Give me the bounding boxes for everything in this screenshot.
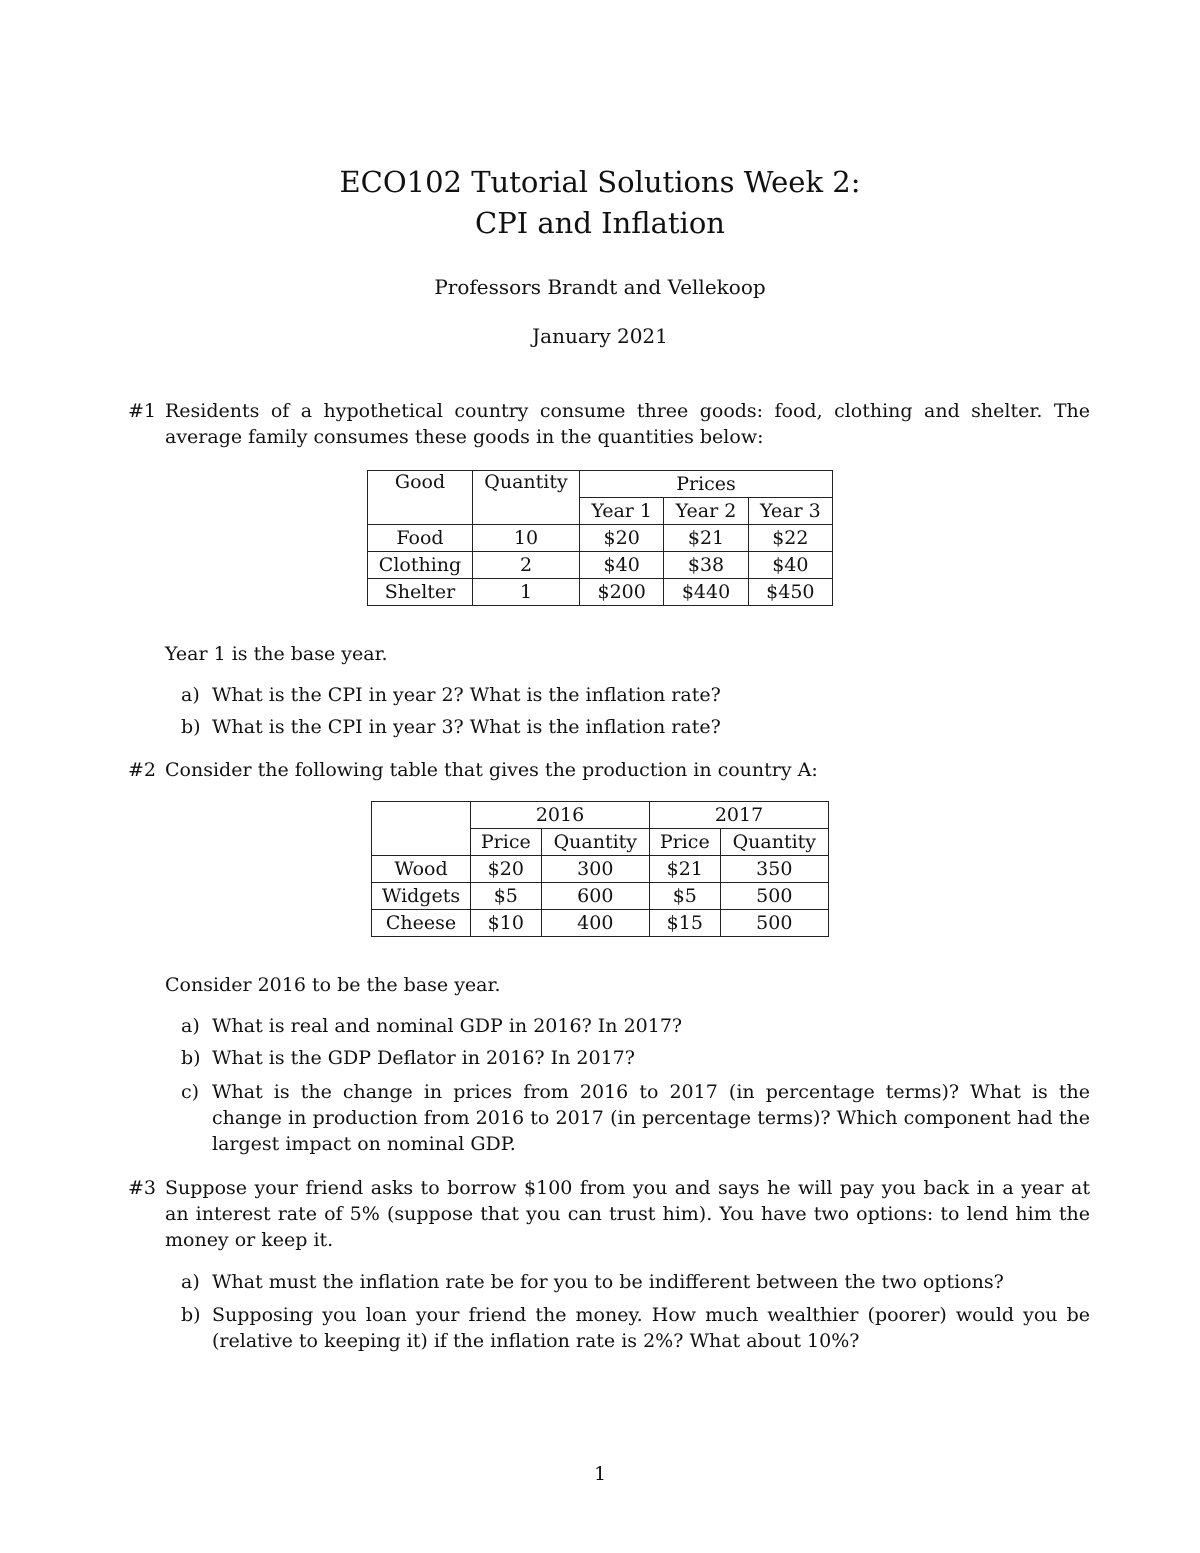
header-year-2: Year 2 [664,498,748,525]
cell-good: Cheese [372,910,471,937]
header-year-2016: 2016 [471,802,650,829]
header-quantity: Quantity [473,471,580,525]
header-year-3: Year 3 [748,498,832,525]
question-2b-text: What is the GDP Deflator in 2016? In 2017? [212,1047,635,1069]
header-price: Price [471,829,542,856]
cell-quantity: 1 [473,579,580,606]
header-year-2017: 2017 [649,802,828,829]
question-2c-letter: c) [181,1081,200,1103]
question-3-number: #3 [128,1177,157,1199]
cell-price: $20 [471,856,542,883]
header-prices: Prices [580,471,833,498]
table-row [372,856,829,883]
authors: Professors Brandt and Vellekoop [434,275,766,299]
question-1-intro: Residents of a hypothetical country consume three goods: food, clothing and shelter. The average family consumes these goods in the quantities below: [165,400,1090,448]
question-1-number: #1 [128,400,157,422]
question-1a-text: What is the CPI in year 2? What is the inflation rate? [212,684,721,706]
cell-quantity: 2 [473,552,580,579]
table-row [368,552,833,579]
question-1-table [367,470,833,606]
header-year-1: Year 1 [580,498,664,525]
cell-price: $40 [748,552,832,579]
question-3b-text: Supposing you loan your friend the money. How much wealthier (poorer) would you be (relative to keeping it) if the inflation rate is 2%? What about 10%? [212,1304,1090,1352]
question-2a-letter: a) [181,1015,200,1037]
cell-price: $38 [664,552,748,579]
header-good: Good [368,471,473,525]
cell-price: $21 [664,525,748,552]
question-2-note: Consider 2016 to be the base year. [165,974,501,996]
cell-quantity: 300 [541,856,649,883]
question-2b-letter: b) [181,1047,201,1069]
header-price: Price [649,829,720,856]
question-2a-text: What is real and nominal GDP in 2016? In 2017? [212,1015,683,1037]
cell-good: Food [368,525,473,552]
document-title-line-1: ECO102 Tutorial Solutions Week 2: [339,165,861,199]
cell-quantity: 350 [720,856,828,883]
question-1-note: Year 1 is the base year. [165,643,388,665]
cell-quantity: 600 [541,883,649,910]
table-row [368,579,833,606]
cell-price: $200 [580,579,664,606]
document-title-line-2: CPI and Inflation [475,206,725,240]
question-3-intro: Suppose your friend asks to borrow $100 from you and says he will pay you back in a year at an interest rate of 5% (suppose that you can trust him). You have two options: to lend him the money or keep it. [165,1177,1090,1251]
question-2c-text: What is the change in prices from 2016 to 2017 (in percentage terms)? What is the change in production from 2016 to 2017 (in percentage terms)? Which component had the largest impact on nominal GDP. [212,1081,1090,1155]
header-quantity: Quantity [541,829,649,856]
question-2-intro: Consider the following table that gives the production in country A: [165,759,818,781]
cell-quantity: 500 [720,883,828,910]
question-2-table [371,801,829,937]
question-2-number: #2 [128,759,157,781]
cell-good: Widgets [372,883,471,910]
cell-good: Wood [372,856,471,883]
question-3a-text: What must the inflation rate be for you to be indifferent between the two options? [212,1271,1004,1293]
cell-quantity: 400 [541,910,649,937]
cell-price: $5 [471,883,542,910]
cell-quantity: 10 [473,525,580,552]
table-row [372,910,829,937]
header-quantity: Quantity [720,829,828,856]
cell-price: $40 [580,552,664,579]
cell-price: $10 [471,910,542,937]
cell-price: $20 [580,525,664,552]
cell-price: $22 [748,525,832,552]
question-3b-letter: b) [181,1304,201,1326]
cell-quantity: 500 [720,910,828,937]
cell-good: Shelter [368,579,473,606]
cell-price: $5 [649,883,720,910]
question-3a-letter: a) [181,1271,200,1293]
cell-price: $450 [748,579,832,606]
question-1b-letter: b) [181,716,201,738]
table-row [368,525,833,552]
cell-good: Clothing [368,552,473,579]
question-1a-letter: a) [181,684,200,706]
date: January 2021 [532,324,668,348]
page-number: 1 [593,1463,607,1485]
cell-price: $440 [664,579,748,606]
cell-price: $21 [649,856,720,883]
header-blank [372,802,471,856]
table-row [372,883,829,910]
question-1b-text: What is the CPI in year 3? What is the inflation rate? [212,716,721,738]
cell-price: $15 [649,910,720,937]
